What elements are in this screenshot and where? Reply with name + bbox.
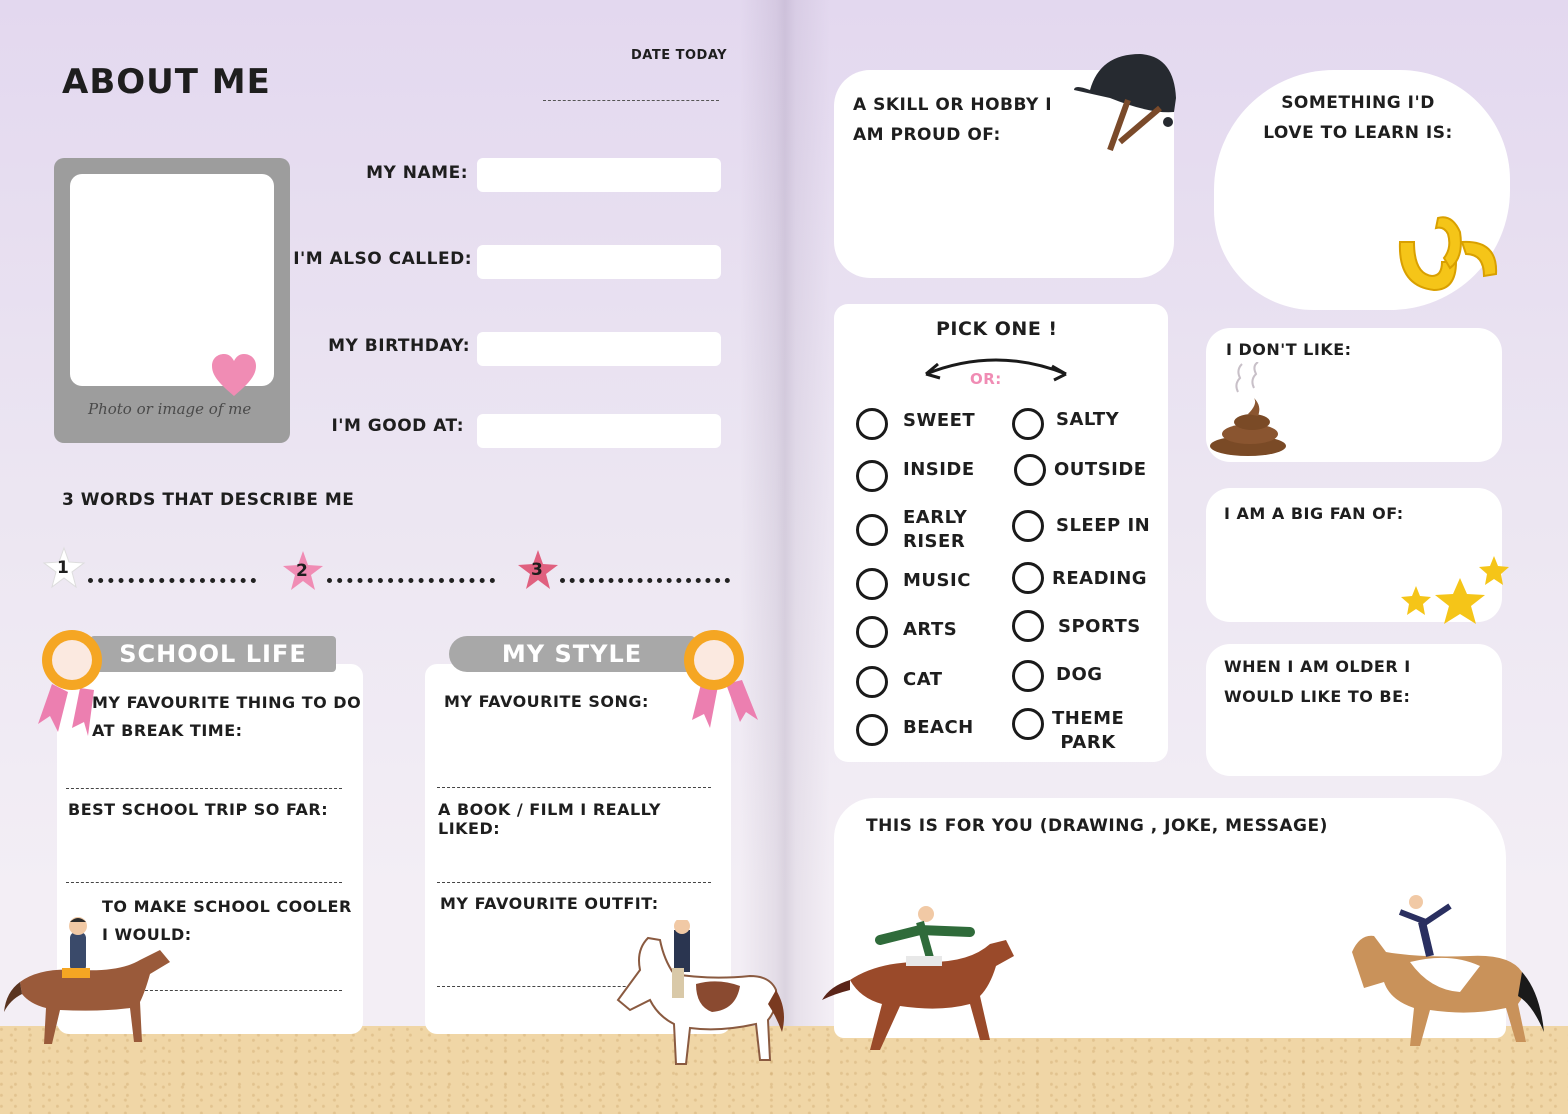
option-label-sports: SPORTS [1058,616,1141,637]
dont-like-answer-area[interactable] [1300,370,1490,450]
option-radio-cat[interactable] [856,666,888,698]
learn-question: SOMETHING I'D LOVE TO LEARN IS: [1263,93,1453,143]
option-radio-arts[interactable] [856,616,888,648]
horseshoe-icon [1392,212,1502,296]
book-film-question: A BOOK / FILM I REALLY LIKED: [438,800,661,838]
option-radio-salty[interactable] [1012,408,1044,440]
option-label-early-riser: EARLY RISER [903,507,968,552]
option-radio-music[interactable] [856,568,888,600]
favourite-outfit-question: MY FAVOURITE OUTFIT: [440,894,659,913]
favourite-song-line[interactable] [437,787,711,788]
heart-icon [210,352,258,400]
or-label: OR: [970,370,1002,388]
name-label: MY NAME: [366,163,468,183]
option-radio-sweet[interactable] [856,408,888,440]
school-trip-line[interactable] [66,882,342,883]
option-label-dog: DOG [1056,664,1103,685]
horse-rider-icon [0,912,180,1052]
option-label-inside: INSIDE [903,459,975,480]
name-field[interactable] [477,158,721,192]
word-number-2: 2 [296,561,309,581]
break-time-question: MY FAVOURITE THING TO DO AT BREAK TIME: [92,693,362,740]
birthday-field[interactable] [477,332,721,366]
photo-frame [54,158,290,443]
option-label-outside: OUTSIDE [1054,459,1147,480]
option-radio-theme-park[interactable] [1012,708,1044,740]
option-label-beach: BEACH [903,717,974,738]
favourite-song-question: MY FAVOURITE SONG: [444,692,649,711]
option-label-theme-park: THEME PARK [1052,708,1125,753]
good-at-field[interactable] [477,414,721,448]
learn-answer-area[interactable] [1240,160,1390,280]
book-film-line[interactable] [437,882,711,883]
option-radio-beach[interactable] [856,714,888,746]
birthday-label: MY BIRTHDAY: [328,336,470,356]
break-time-line[interactable] [66,788,342,789]
rosette-icon [674,624,764,734]
horse-rider-icon [1340,892,1550,1062]
horse-rider-icon [820,900,1020,1060]
my-style-banner: MY STYLE [449,636,695,672]
school-cooler-question: TO MAKE SCHOOL COOLER I WOULD: [102,897,352,944]
word-line-2[interactable] [327,578,495,583]
option-label-sleep-in: SLEEP IN [1056,515,1151,536]
big-fan-answer-area[interactable] [1222,534,1392,610]
horse-rider-icon [600,920,790,1070]
word-line-1[interactable] [88,578,256,583]
date-line[interactable] [543,100,719,101]
option-radio-dog[interactable] [1012,660,1044,692]
words-heading: 3 WORDS THAT DESCRIBE ME [62,490,355,510]
for-you-prompt: THIS IS FOR YOU (DRAWING , JOKE, MESSAGE) [866,816,1328,836]
also-called-label: I'M ALSO CALLED: [293,249,472,269]
word-number-3: 3 [531,560,544,580]
also-called-field[interactable] [477,245,721,279]
riding-helmet-icon [1070,50,1182,156]
option-label-reading: READING [1052,568,1148,589]
word-line-3[interactable] [560,578,730,583]
option-radio-inside[interactable] [856,460,888,492]
skill-answer-area[interactable] [850,160,1160,260]
poop-icon [1208,362,1288,458]
skill-question: A SKILL OR HOBBY I AM PROUD OF: [853,95,1053,145]
option-label-salty: SALTY [1056,409,1120,430]
option-radio-sleep-in[interactable] [1012,510,1044,542]
when-older-question: WHEN I AM OLDER I WOULD LIKE TO BE: [1224,657,1411,706]
option-radio-outside[interactable] [1014,454,1046,486]
when-older-answer-area[interactable] [1222,714,1482,768]
big-fan-question: I AM A BIG FAN OF: [1224,504,1404,523]
option-label-arts: ARTS [903,619,958,640]
option-label-music: MUSIC [903,570,971,591]
dont-like-question: I DON'T LIKE: [1226,340,1352,359]
option-label-sweet: SWEET [903,410,976,431]
good-at-label: I'M GOOD AT: [331,416,464,436]
pick-one-title: PICK ONE ! [936,318,1058,340]
date-label: DATE TODAY [631,48,728,63]
option-label-cat: CAT [903,669,943,690]
word-number-1: 1 [57,558,70,578]
option-radio-sports[interactable] [1012,610,1044,642]
school-life-banner: SCHOOL LIFE [90,636,336,672]
school-trip-question: BEST SCHOOL TRIP SO FAR: [68,800,329,819]
option-radio-early-riser[interactable] [856,514,888,546]
page-title: ABOUT ME [62,62,271,102]
photo-caption: Photo or image of me [88,400,252,418]
option-radio-reading[interactable] [1012,562,1044,594]
star-icon [1398,556,1518,636]
